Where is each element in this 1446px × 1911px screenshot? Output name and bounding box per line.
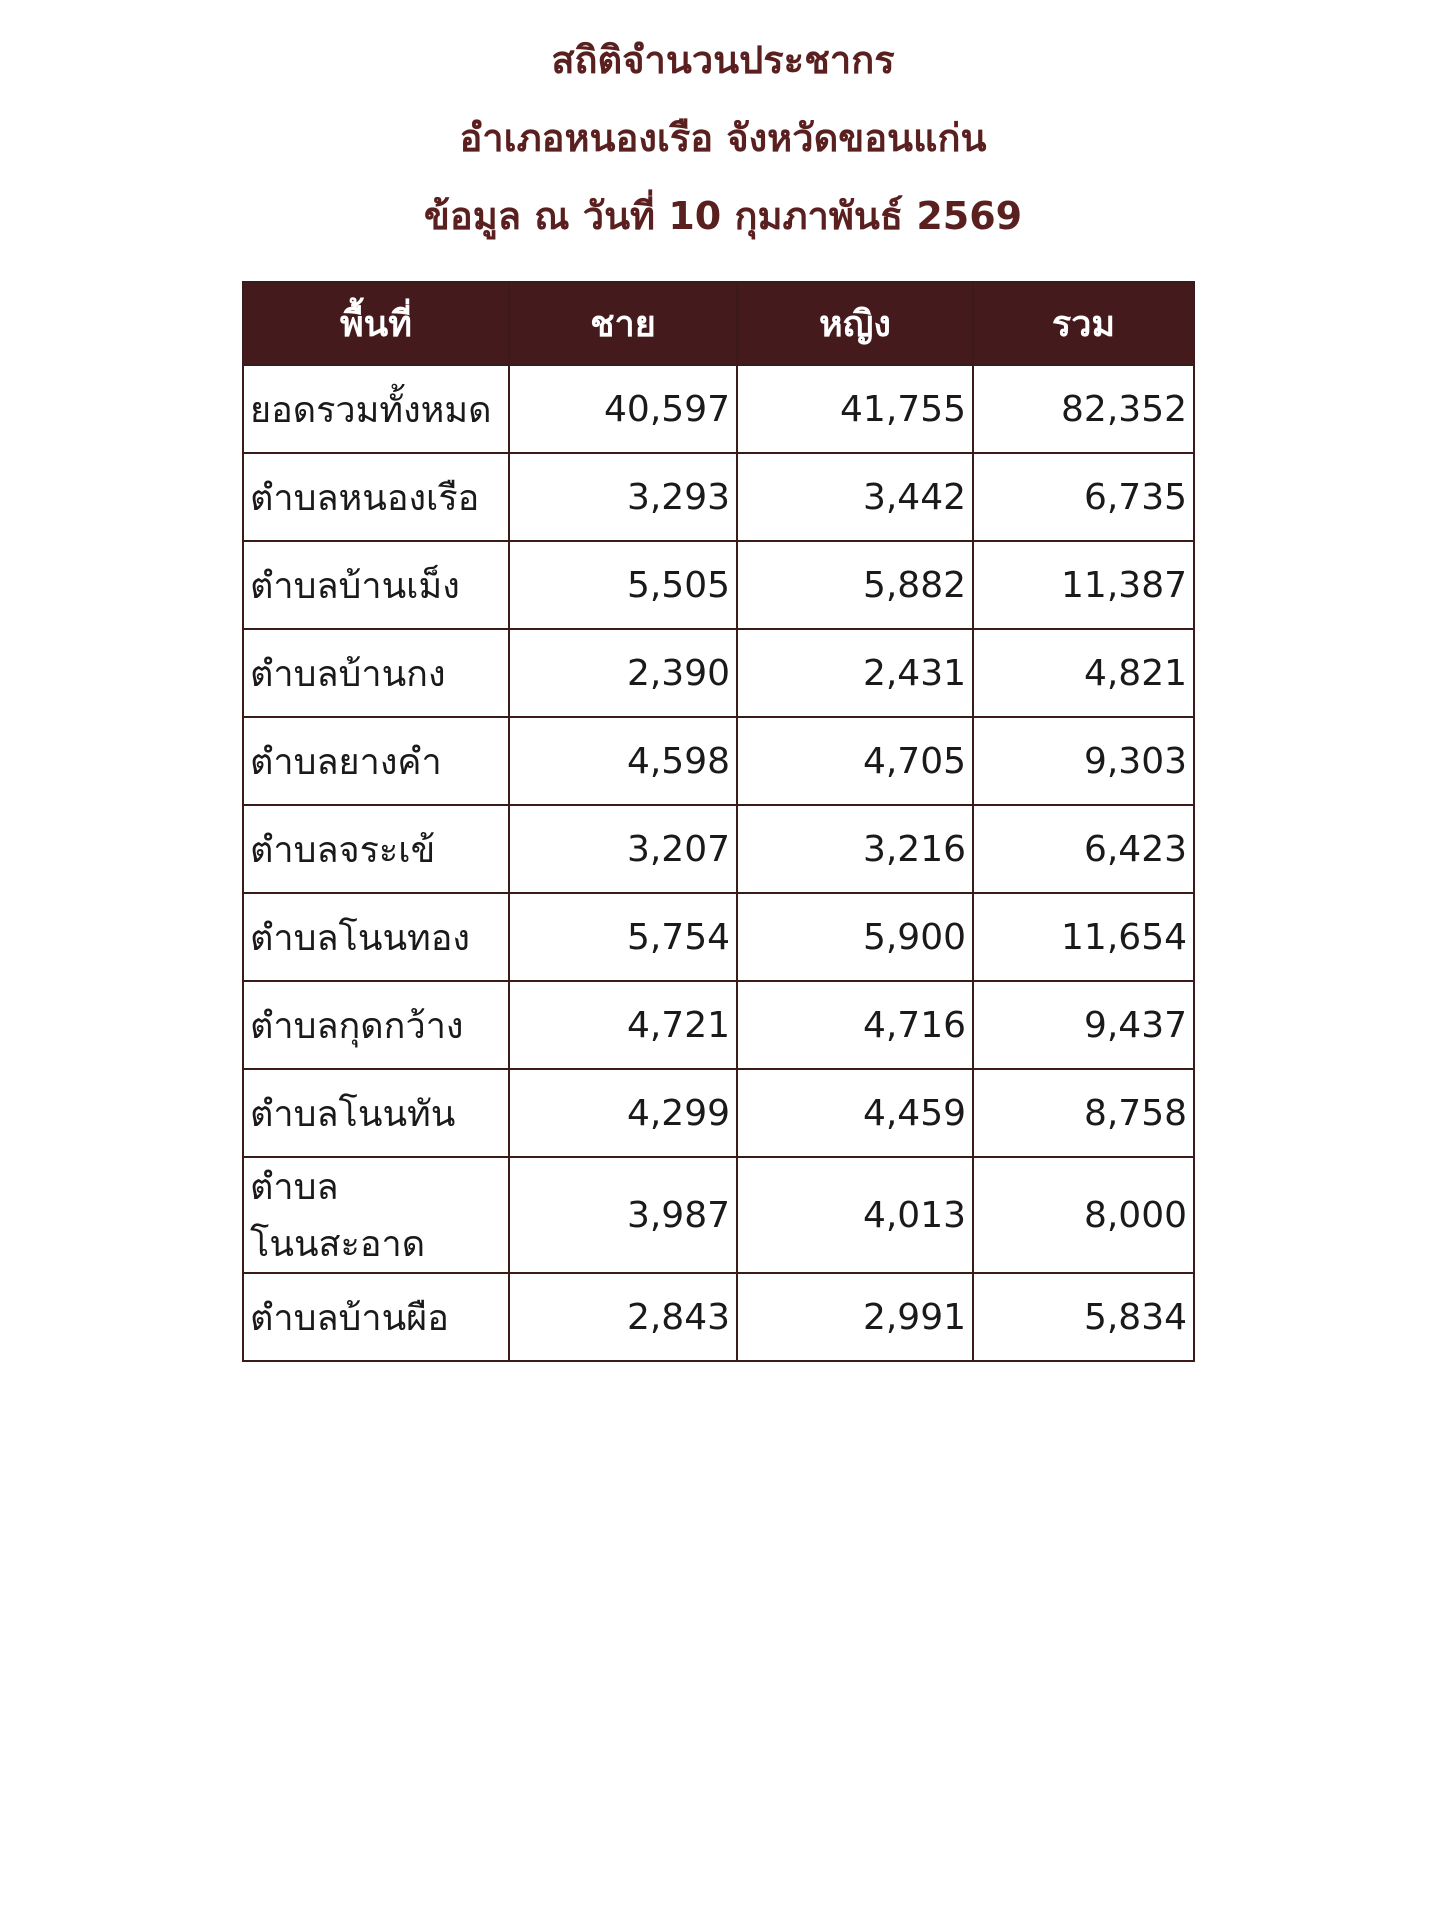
cell-area: ตำบลบ้านผือ: [243, 1273, 509, 1361]
document-header: [0, 40, 1446, 236]
cell-total: 11,387: [973, 541, 1194, 629]
cell-male: 4,721: [509, 981, 737, 1069]
cell-male: 40,597: [509, 365, 737, 453]
cell-female: 5,900: [737, 893, 973, 981]
cell-male: 4,598: [509, 717, 737, 805]
cell-total: 4,821: [973, 629, 1194, 717]
table-row: [243, 805, 1194, 893]
cell-total: 9,303: [973, 717, 1194, 805]
cell-total: 5,834: [973, 1273, 1194, 1361]
header-male: ชาย: [509, 282, 737, 365]
cell-female: 5,882: [737, 541, 973, 629]
table-row: [243, 629, 1194, 717]
table-row: [243, 1273, 1194, 1361]
cell-female: 3,216: [737, 805, 973, 893]
cell-female: 41,755: [737, 365, 973, 453]
cell-male: 5,505: [509, 541, 737, 629]
cell-total: 11,654: [973, 893, 1194, 981]
cell-total: 9,437: [973, 981, 1194, 1069]
cell-area: ตำบลโนนทัน: [243, 1069, 509, 1157]
cell-area: ตำบลบ้านกง: [243, 629, 509, 717]
cell-area: ตำบลหนองเรือ: [243, 453, 509, 541]
cell-total: 8,000: [973, 1157, 1194, 1273]
cell-total: 82,352: [973, 365, 1194, 453]
cell-male: 3,207: [509, 805, 737, 893]
document-subtitle-date: ข้อมูล ณ วันที่ 10 กุมภาพันธ์ 2569: [423, 194, 1023, 238]
cell-female: 3,442: [737, 453, 973, 541]
cell-male: 2,843: [509, 1273, 737, 1361]
table-row: [243, 717, 1194, 805]
cell-total: 6,735: [973, 453, 1194, 541]
cell-area: ยอดรวมทั้งหมด: [243, 365, 509, 453]
table-row: [243, 1157, 1194, 1273]
cell-female: 2,991: [737, 1273, 973, 1361]
cell-area: ตำบลจระเข้: [243, 805, 509, 893]
document-subtitle-location: อำเภอหนองเรือ จังหวัดขอนแก่น: [459, 116, 987, 160]
table-row: [243, 541, 1194, 629]
population-table: [242, 281, 1195, 1362]
cell-area: ตำบลบ้านเม็ง: [243, 541, 509, 629]
cell-female: 4,705: [737, 717, 973, 805]
cell-male: 5,754: [509, 893, 737, 981]
header-total: รวม: [973, 282, 1194, 365]
cell-female: 4,716: [737, 981, 973, 1069]
cell-female: 4,013: [737, 1157, 973, 1273]
cell-area: ตำบลโนนสะอาด: [243, 1157, 509, 1273]
table-row: [243, 1069, 1194, 1157]
cell-area: ตำบลกุดกว้าง: [243, 981, 509, 1069]
cell-total: 8,758: [973, 1069, 1194, 1157]
cell-total: 6,423: [973, 805, 1194, 893]
table-row: [243, 453, 1194, 541]
table-header-row: [243, 282, 1194, 365]
cell-male: 3,293: [509, 453, 737, 541]
cell-male: 4,299: [509, 1069, 737, 1157]
cell-male: 3,987: [509, 1157, 737, 1273]
cell-female: 4,459: [737, 1069, 973, 1157]
header-area: พื้นที่: [243, 282, 509, 365]
cell-male: 2,390: [509, 629, 737, 717]
document-title: สถิติจำนวนประชากร: [551, 38, 895, 82]
table-row-grand-total: [243, 365, 1194, 453]
table-row: [243, 981, 1194, 1069]
header-female: หญิง: [737, 282, 973, 365]
table-row: [243, 893, 1194, 981]
cell-female: 2,431: [737, 629, 973, 717]
cell-area: ตำบลโนนทอง: [243, 893, 509, 981]
cell-area: ตำบลยางคำ: [243, 717, 509, 805]
